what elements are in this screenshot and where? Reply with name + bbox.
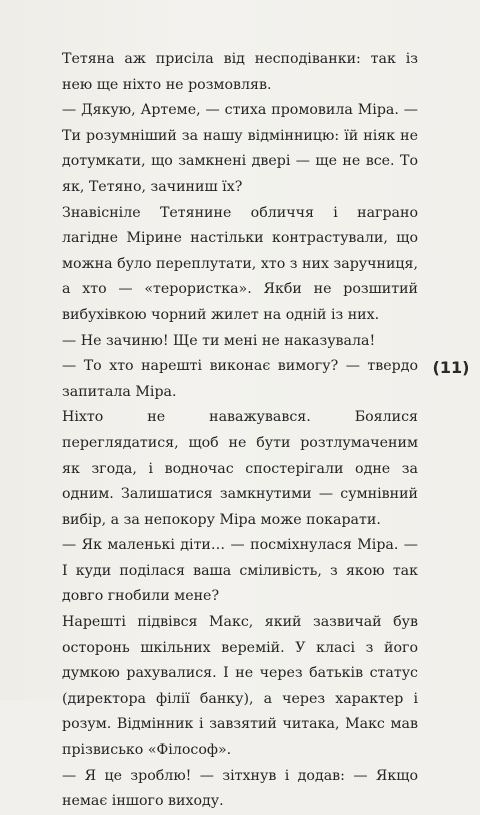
paragraph: — Не зачиню! Ще ти мені не наказувала! — [62, 332, 376, 349]
paragraph: Ніхто не наважувався. Боялися переглядатися, щоб не бути розтлумаченим як згода, і водночас спостерігали одне за одним. Залишатися замкнутими — сумнівний вибір, а за непокору Міра може покарати. — [62, 409, 418, 528]
paragraph: Тетяна аж присіла від несподіванки: так із нею ще ніхто не розмовляв. — [62, 51, 418, 93]
paragraph: Знавісніле Тетянине обличчя і награно лагідне Мірине настільки контрастували, що можна було переплутати, хто з них заручниця, а хто — «терористка». Якби не розшитий вибухівкою чорний жилет на одній із них. — [62, 204, 418, 323]
paragraph: — Як маленькі діти… — посміхнулася Міра. — І куди поділася ваша сміливість, з якою так довго гнобили мене? — [62, 537, 418, 605]
paragraph: Нарешті підвівся Макс, який зазвичай був осторонь шкільних веремій. У класі з його думкою рахувалися. І не через батьків статус (директора філії банку), а через характер і розум. Відмінник і завзятий читака, Макс мав прізвисько «Філософ». — [62, 614, 418, 759]
page-number: (11) — [432, 357, 470, 377]
paragraph: — Я це зроблю! — зітхнув і додав: — Якщо немає іншого виходу. — [62, 767, 418, 810]
paragraph: — То хто нарешті виконає вимогу? — твердо запитала Міра. — [62, 358, 418, 400]
paragraph: — Дякую, Артеме, — стиха промовила Міра. — Ти розумніший за нашу відмінницю: їй ніяк не дотумкати, що замкнені двері — ще не все. То як, Тетяно, зачиниш їх? — [62, 102, 418, 195]
